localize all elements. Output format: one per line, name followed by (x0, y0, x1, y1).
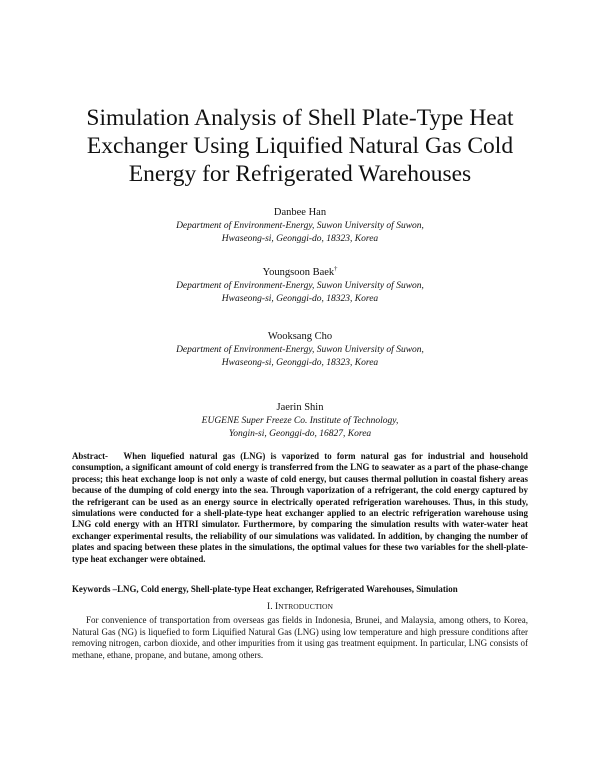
author-name: Danbee Han (273, 207, 327, 218)
abstract (72, 451, 528, 565)
paper-title (60, 104, 540, 188)
author-affiliation: EUGENE Super Freeze Co. Institute of Technology, Yongin-si, Geonggi-do, 16827, Korea (201, 416, 399, 439)
author-block (100, 266, 500, 305)
abstract-label: Abstract- (72, 451, 108, 461)
body-paragraph: For convenience of transportation from overseas gas fields in Indonesia, Brunei, and Malaysia, among others, to Korea, Natural Gas (NG) is liquefied to form Liquified Natural Gas (LNG) using low temperature and high pressure conditions after removing nitrogen, carbon dioxide, and other impurities from it using gas treatment equipment. In particular, LNG consists of methane, ethane, propane, and butane, among others. (72, 615, 528, 660)
keywords: Keywords –LNG, Cold energy, Shell-plate-type Heat exchanger, Refrigerated Warehouses, Simulation (72, 584, 458, 594)
author-block (100, 401, 500, 440)
title-line: Energy for Refrigerated Warehouses (128, 161, 472, 187)
corresponding-author-mark: † (334, 265, 338, 273)
author-name: Jaerin Shin (276, 402, 324, 413)
author-name: Youngsoon Baek† (262, 265, 338, 278)
author-block (100, 330, 500, 369)
author-affiliation: Department of Environment-Energy, Suwon University of Suwon, Hwaseong-si, Geonggi-do, 18323, Korea (176, 345, 424, 368)
author-affiliation: Department of Environment-Energy, Suwon University of Suwon, Hwaseong-si, Geonggi-do, 18323, Korea (176, 221, 424, 244)
author-name: Wooksang Cho (267, 331, 333, 342)
author-block (100, 206, 500, 245)
title-line: Exchanger Using Liquified Natural Gas Cold (86, 133, 514, 159)
abstract-text: When liquefied natural gas (LNG) is vaporized to form natural gas for industrial and household consumption, a significant amount of cold energy is transferred from the LNG to seawater as a part of the phase-change process; this heat exchange loop is not only a waste of cold energy, but causes thermal pollution in coastal fishery areas because of the dumping of cold energy into the sea. Through vaporization of a refrigerant, the cold energy captured by the refrigerant can be used as an energy source in electrically operated refrigeration warehouses. Thus, in this study, simulations were conducted for a shell-plate-type heat exchanger applied to an electric refrigeration warehouse using LNG cold energy with an HTRI simulator. Furthermore, by comparing the simulation results with water-water heat exchanger experimental results, the reliability of our simulations was validated. In addition, by changing the number of plates and spacing between these plates in the simulations, the optimal values for these two variables for the shell-plate-type heat exchanger were obtained. (72, 451, 528, 564)
author-affiliation: Department of Environment-Energy, Suwon University of Suwon, Hwaseong-si, Geonggi-do, 18323, Korea (176, 281, 424, 304)
section-heading: I. INTRODUCTION (267, 602, 333, 612)
title-line: Simulation Analysis of Shell Plate-Type Heat (86, 105, 514, 131)
